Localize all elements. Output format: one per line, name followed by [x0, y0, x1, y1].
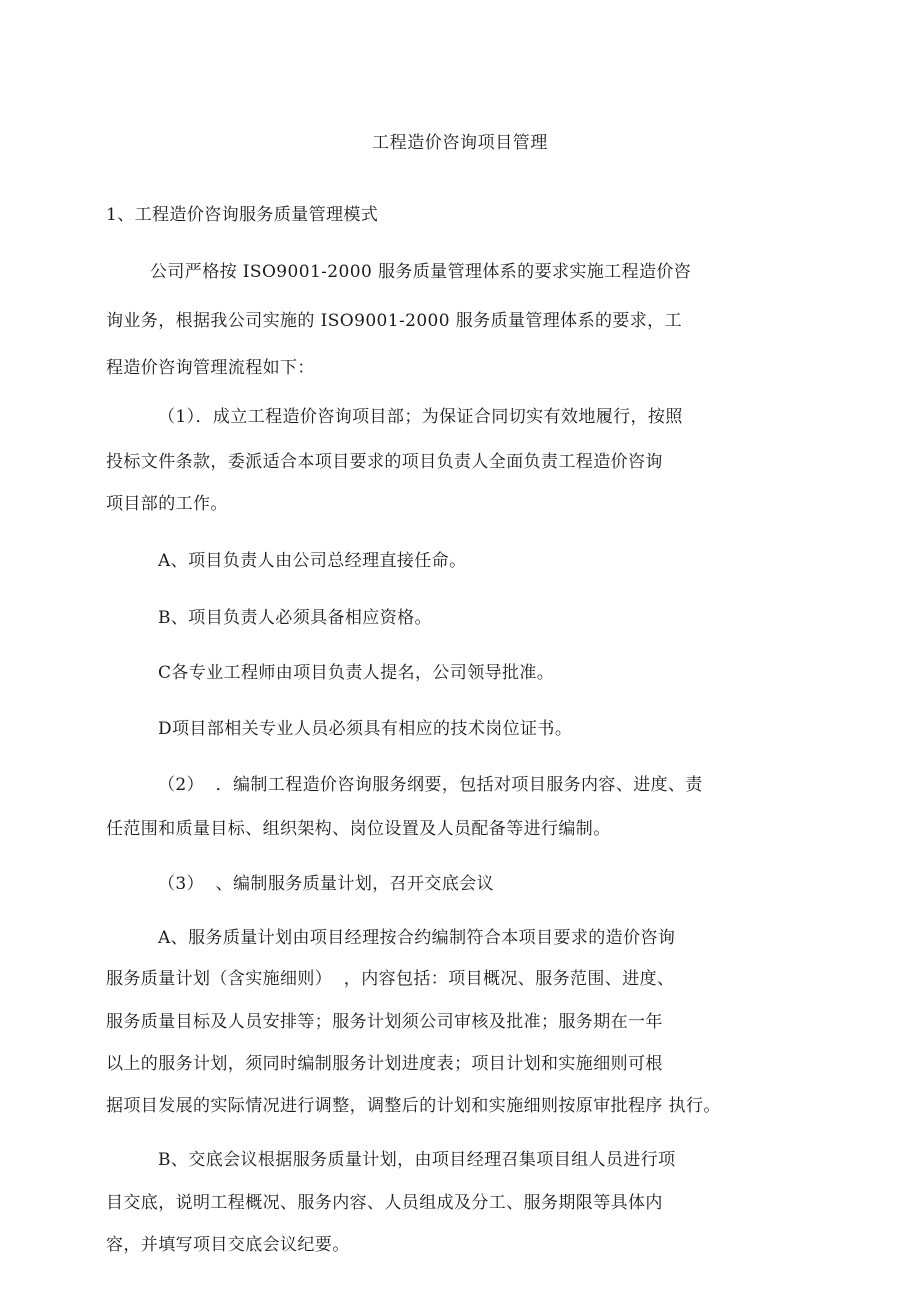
paragraph-line: A、服务质量计划由项目经理按合约编制符合本项目要求的造价咨询: [158, 928, 676, 948]
paragraph-line: 询业务，根据我公司实施的 ISO9001-2000 服务质量管理体系的要求，工: [106, 311, 682, 331]
paragraph-line: 公司严格按 ISO9001-2000 服务质量管理体系的要求实施工程造价咨: [150, 262, 692, 282]
section-heading: 1、工程造价咨询服务质量管理模式: [106, 205, 379, 225]
paragraph-line: 据项目发展的实际情况进行调整，调整后的计划和实施细则按原审批程序 执行。: [106, 1096, 721, 1116]
paragraph-line: 目交底，说明工程概况、服务内容、人员组成及分工、服务期限等具体内: [106, 1193, 663, 1213]
paragraph-line: B、交底会议根据服务质量计划，由项目经理召集项目组人员进行项: [158, 1150, 676, 1170]
paragraph-line: （1）．成立工程造价咨询项目部；为保证合同切实有效地履行，按照: [158, 407, 683, 427]
paragraph-line: 服务质量目标及人员安排等；服务计划须公司审核及批准；服务期在一年: [106, 1012, 663, 1032]
paragraph-step3: （3） 、编制服务质量计划，召开交底会议: [158, 874, 495, 894]
paragraph-line: 程造价咨询管理流程如下：: [106, 358, 315, 378]
list-item-c: C各专业工程师由项目负责人提名，公司领导批准。: [158, 663, 555, 683]
paragraph-line: 任范围和质量目标、组织架构、岗位设置及人员配备等进行编制。: [106, 819, 611, 839]
paragraph-line: 容，并填写项目交底会议纪要。: [106, 1235, 350, 1255]
page-title: 工程造价咨询项目管理: [372, 133, 548, 153]
list-item-d: D项目部相关专业人员必须具有相应的技术岗位证书。: [158, 719, 573, 739]
list-item-b: B、项目负责人必须具备相应资格。: [158, 608, 432, 628]
paragraph-line: 投标文件条款，委派适合本项目要求的项目负责人全面负责工程造价咨询: [106, 452, 663, 472]
paragraph-line: 服务质量计划（含实施细则） ，内容包括：项目概况、服务范围、进度、: [106, 969, 675, 989]
paragraph-line: 项目部的工作。: [106, 494, 228, 514]
paragraph-line: 以上的服务计划，须同时编制服务计划进度表；项目计划和实施细则可根: [106, 1054, 663, 1074]
paragraph-line: （2） ．编制工程造价咨询服务纲要，包括对项目服务内容、进度、责: [158, 775, 703, 795]
list-item-a: A、项目负责人由公司总经理直接任命。: [158, 551, 467, 571]
